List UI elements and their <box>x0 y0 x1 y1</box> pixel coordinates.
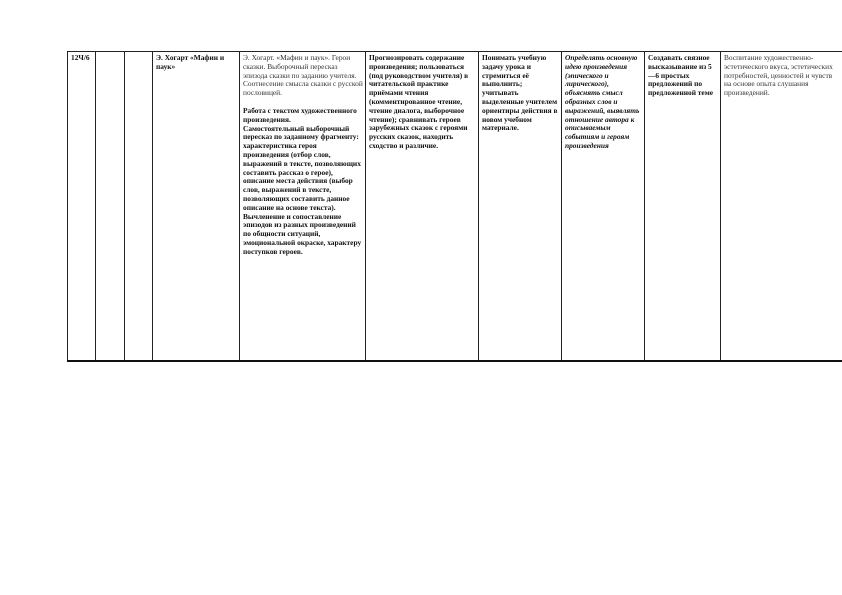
communicative-text: Создавать связное высказывание из 5—6 простых предложений по предложенной теме <box>648 53 714 98</box>
empty-cell-2 <box>96 52 125 361</box>
cognitive-text: Определять основную идею произведения (эпического и лирического), объяснять смысл образных слов и выражений, выявлять отношение автора к описываемым событиям и героям произведения <box>565 53 640 150</box>
lesson-number-cell <box>68 52 96 361</box>
lesson-plan-table <box>67 51 842 362</box>
personal-cell <box>721 52 842 361</box>
personal-text: Воспитание художественно-эстетического вкуса, эстетических потребностей, ценностей и чувств на основе опыта слушания произведений. <box>724 53 833 98</box>
cognitive-cell <box>562 52 645 361</box>
topic-cell <box>153 52 240 361</box>
regulative-text: Понимать учебную задачу урока и стремиться её выполнить; учитывать выделенные учителем ориентиры действия в новом учебном материале. <box>482 53 558 133</box>
content-plain-text: Э. Хогарт. «Мафин и паук». Герои сказки. Выборочный пересказ эпизода сказки по заданию учителя. Соотнесение смысла сказки с русской пословицей. <box>243 53 363 98</box>
content-body: Самостоятельный выборочный пересказ по заданному фрагменту: характеристика героя произведения (отбор слов, выражений в тексте, позволяющих составить рассказ о герое), описание места действия (выбор слов, выражений в тексте, позволяющих составить данное описание на основе текста). Вычленение и сопоставление эпизодов из разных произведений по общности ситуаций, эмоциональной окраске, характеру поступков героев. <box>243 123 362 256</box>
activities-cell <box>366 52 479 361</box>
content-cell <box>240 52 366 361</box>
empty-cell-3 <box>125 52 153 361</box>
communicative-cell <box>645 52 721 361</box>
regulative-cell <box>479 52 562 361</box>
table-row <box>68 52 842 361</box>
content-heading: Работа с текстом художественного произведения. <box>243 105 357 124</box>
lesson-number: 12Ч/6 <box>71 53 90 62</box>
activities-text: Прогнозировать содержание произведения; пользоваться (под руководством учителя) в читательской практике приёмами чтения (комментированное чтение, чтение диалога, выборочное чтение); сравнивать героев зарубежных сказок с героями русских сказок, находить сходство и различие. <box>369 53 469 150</box>
lesson-topic: Э. Хогарт «Мафин и паук» <box>156 53 225 71</box>
